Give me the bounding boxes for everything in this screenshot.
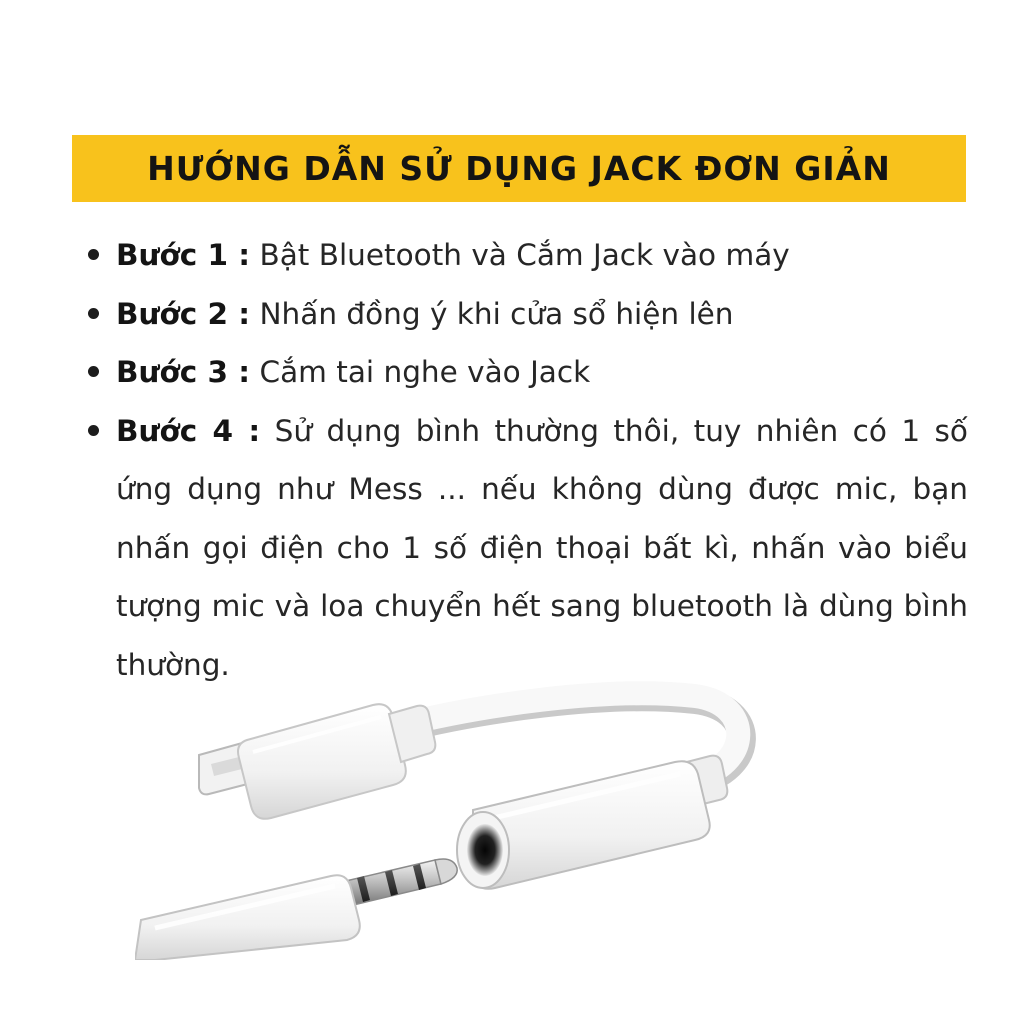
step-1 [82,226,968,285]
step-label: Bước 3 : [116,355,251,389]
step-text: Nhấn đồng ý khi cửa sổ hiện lên [250,296,734,331]
step-text: Cắm tai nghe vào Jack [250,355,591,389]
steps-list [82,226,968,694]
step-label: Bước 1 : [116,238,251,272]
bullet-icon [88,366,99,377]
step-4 [82,402,968,695]
step-3 [82,343,968,402]
lightning-adapter-photo [135,670,875,960]
bullet-icon [88,308,99,319]
step-label: Bước 4 : [116,413,261,448]
step-text: Bật Bluetooth và Cắm Jack vào máy [250,238,790,272]
step-2 [82,285,968,344]
banner-title: HƯỚNG DẪN SỬ DỤNG JACK ĐƠN GIẢN [147,149,891,188]
step-text: Sử dụng bình thường thôi, tuy nhiên có 1 số ứng dụng như Mess ... nếu không dùng được mic, bạn nhấn gọi điện cho 1 số điện thoại bất kì, nhấn vào biểu tượng mic và loa chuyển hết sang bluetooth là dùng bình thường. [116,413,968,682]
bullet-icon [88,425,99,436]
title-banner [72,135,966,202]
bullet-icon [88,249,99,260]
step-label: Bước 2 : [116,296,251,331]
